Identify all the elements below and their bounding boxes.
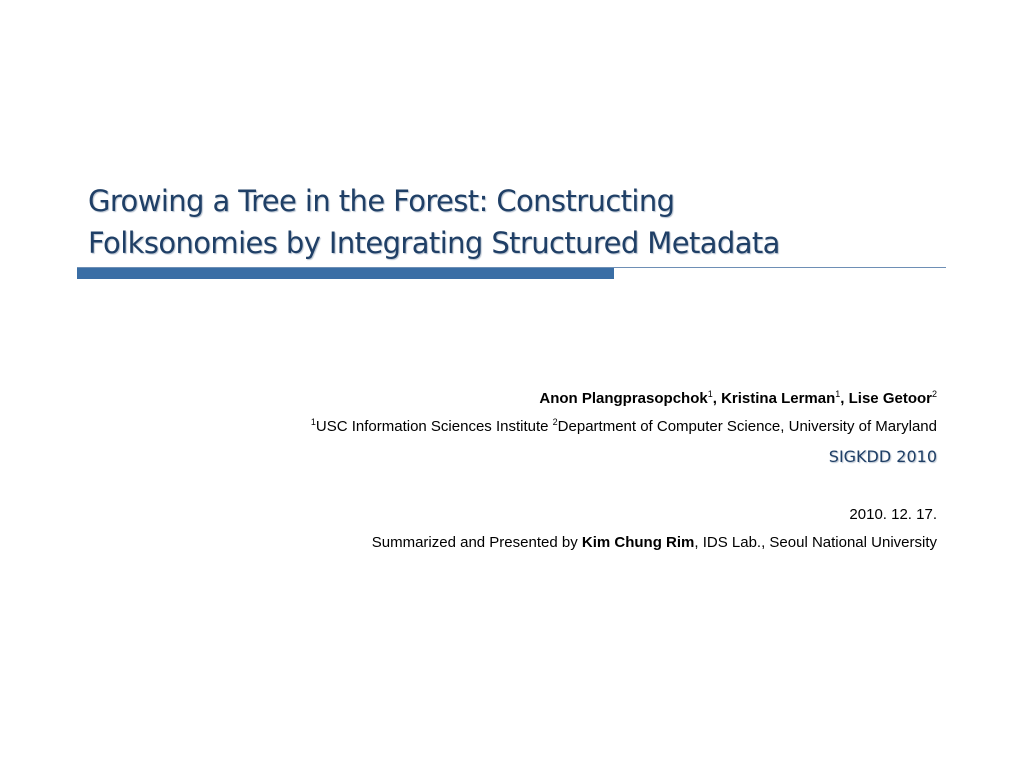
slide-title <box>88 180 948 264</box>
author-list <box>37 386 937 412</box>
affiliation-1-marker: 1 <box>310 417 316 427</box>
venue: SIGKDD 2010 <box>828 447 937 466</box>
presentation-date: 2010. 12. 17. <box>849 506 937 523</box>
affiliation-1: USC Information Sciences Institute <box>315 418 553 435</box>
presenter-line <box>37 530 937 556</box>
spacer <box>37 472 937 500</box>
affiliation-2-marker: 2 <box>552 417 558 427</box>
author-1-affiliation-marker: 1 <box>707 389 713 399</box>
author-3: , Lise Getoor <box>840 390 932 407</box>
affiliation-2: Department of Computer Science, University of Maryland <box>557 418 937 435</box>
author-2-affiliation-marker: 1 <box>835 389 841 399</box>
author-2: , Kristina Lerman <box>712 390 836 407</box>
title-line-2: Folksonomies by Integrating Structured Metadata <box>88 226 780 260</box>
presenter-prefix: Summarized and Presented by <box>371 534 582 551</box>
presenter-name: Kim Chung Rim <box>581 534 695 551</box>
author-1: Anon Plangprasopchok <box>539 390 708 407</box>
title-slide-info <box>37 386 937 556</box>
presenter-affiliation: , IDS Lab., Seoul National University <box>694 534 937 551</box>
title-line-1: Growing a Tree in the Forest: Constructing <box>88 184 675 218</box>
affiliation-list <box>37 412 937 442</box>
title-underline-accent-bar <box>77 268 614 279</box>
author-3-affiliation-marker: 2 <box>931 389 937 399</box>
